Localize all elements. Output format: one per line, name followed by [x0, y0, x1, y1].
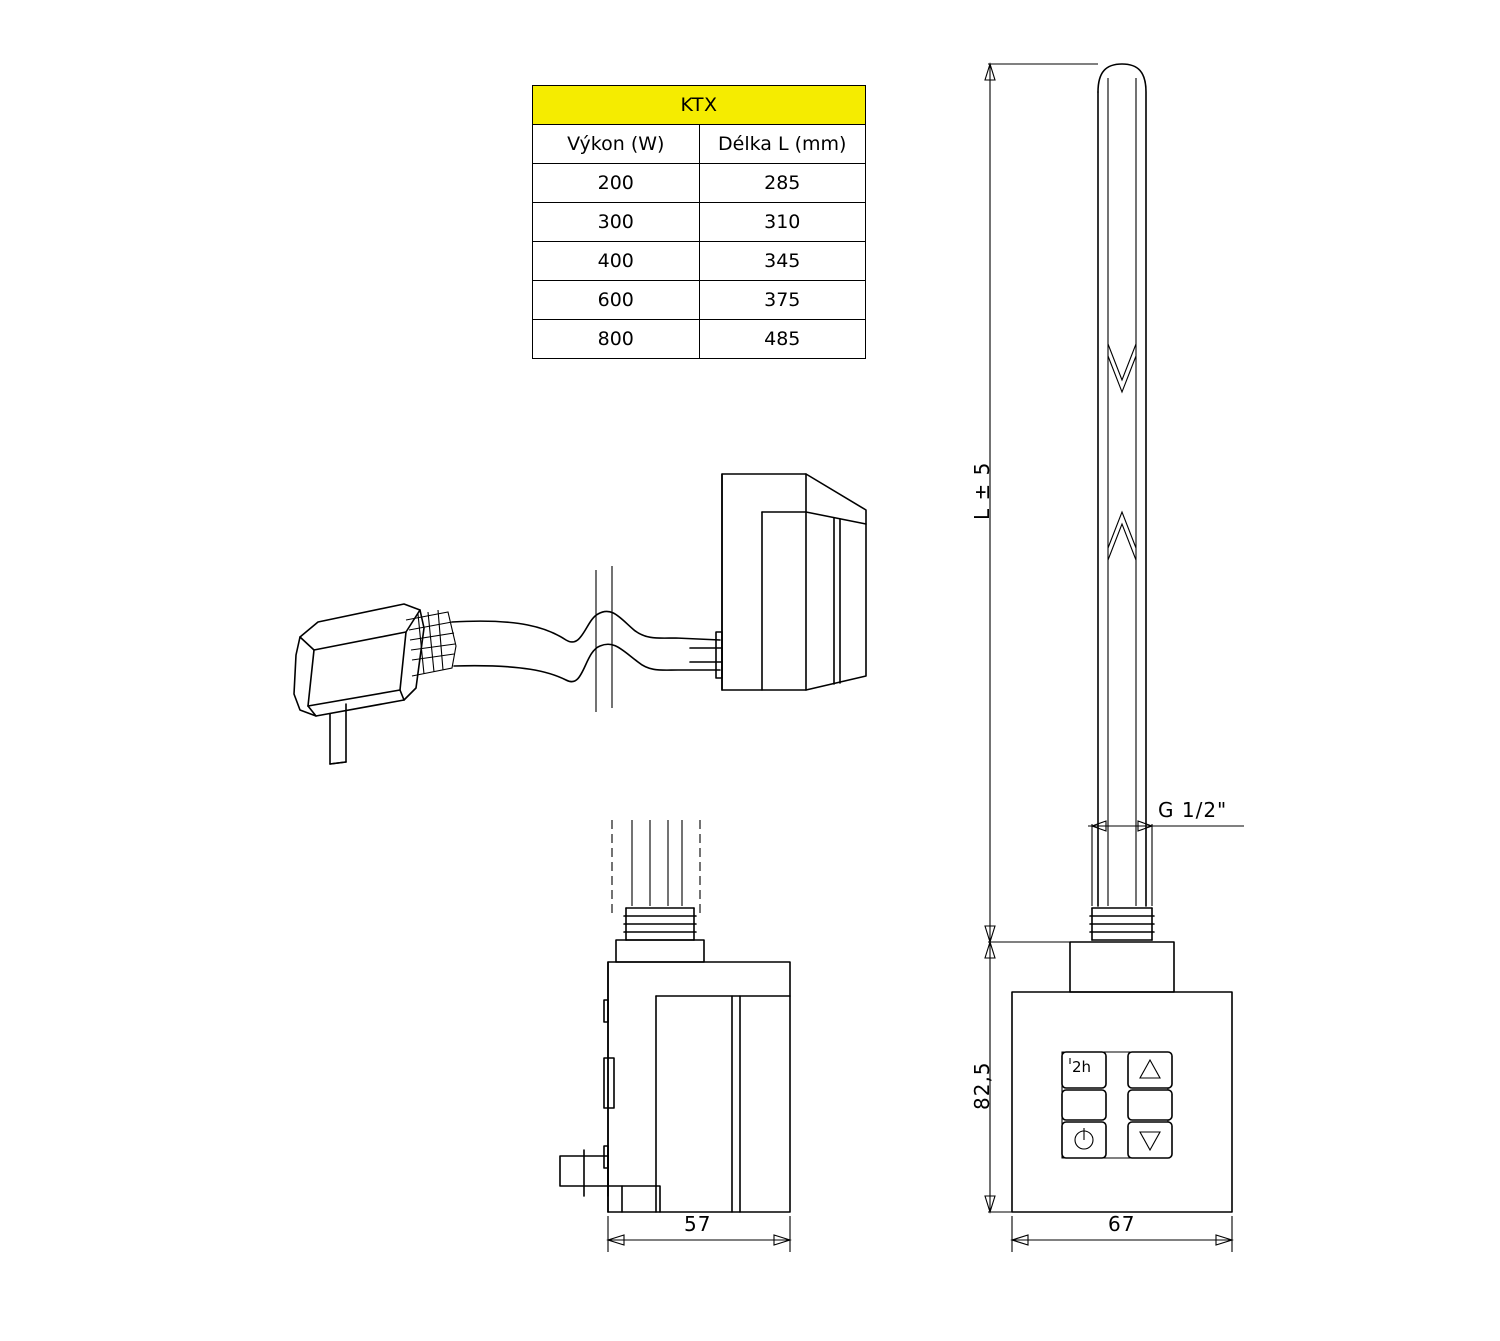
cell-length: 375 — [699, 281, 866, 320]
key-up[interactable] — [1128, 1052, 1172, 1088]
key-down[interactable] — [1128, 1122, 1172, 1158]
cell-length: 485 — [699, 320, 866, 359]
key-blank-right[interactable] — [1128, 1090, 1172, 1120]
heating-element-front-view — [1012, 64, 1232, 1212]
key-timer-label: 2h — [1072, 1058, 1092, 1076]
dim-label-height: 82,5 — [970, 1061, 994, 1110]
cell-length: 310 — [699, 203, 866, 242]
heating-element-side-view — [560, 820, 790, 1212]
dim-label-length: L ± 5 — [970, 461, 994, 520]
cell-length: 285 — [699, 164, 866, 203]
cell-power: 200 — [533, 164, 700, 203]
cell-power: 800 — [533, 320, 700, 359]
cell-power: 600 — [533, 281, 700, 320]
dim-label-width-front: 67 — [1108, 1212, 1136, 1236]
dim-label-thread: G 1/2" — [1158, 798, 1228, 822]
power-cord-plug-view — [294, 474, 866, 764]
key-blank-left[interactable] — [1062, 1090, 1106, 1120]
cell-length: 345 — [699, 242, 866, 281]
table-title: KTX — [533, 86, 866, 125]
dim-label-width-side: 57 — [684, 1212, 712, 1236]
cell-power: 300 — [533, 203, 700, 242]
column-header-power: Výkon (W) — [533, 125, 700, 164]
cell-power: 400 — [533, 242, 700, 281]
column-header-length: Délka L (mm) — [699, 125, 866, 164]
